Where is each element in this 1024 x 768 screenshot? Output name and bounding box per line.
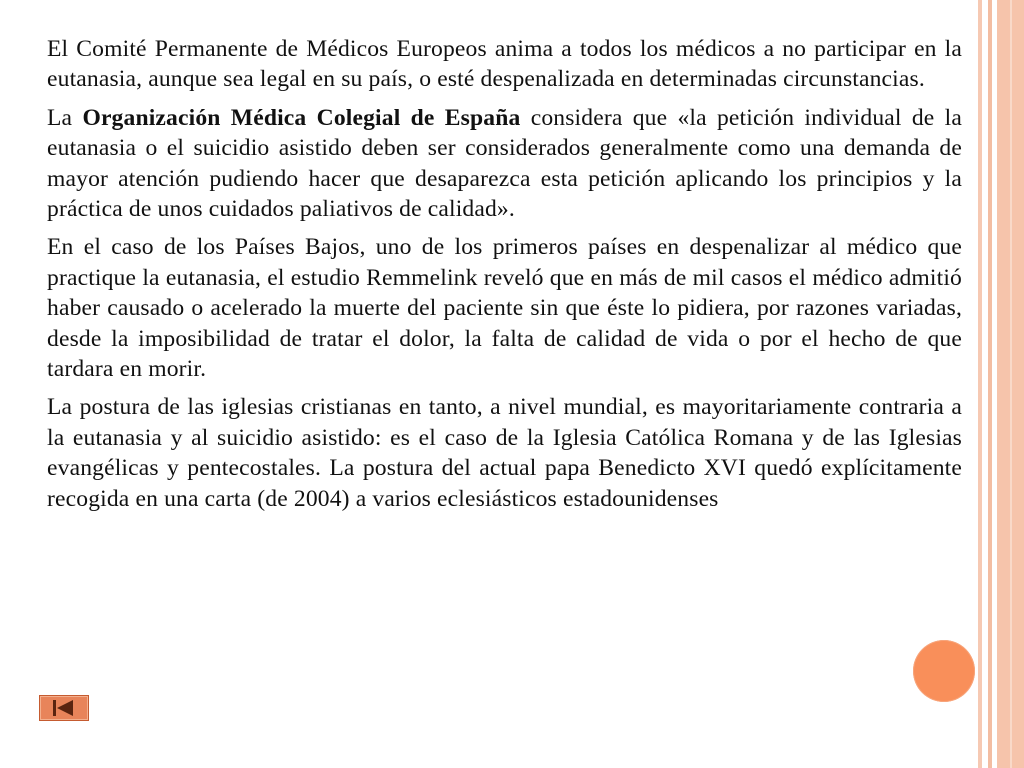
paragraph-2-bold: Organización Médica Colegial de España	[82, 104, 521, 131]
paragraph-2-prefix: La	[47, 104, 83, 131]
paragraph-4: La postura de las iglesias cristianas en tanto, a nivel mundial, es mayoritariamente contraria a la eutanasia y al suicidio asistido: es el caso de la Iglesia Católica Romana y de las Iglesias evangélicas y pentecostales. La postura del actual papa Benedicto XVI quedó explícitamente recogida en una carta (de 2004) a varios eclesiásticos estadounidenses	[47, 394, 962, 512]
paragraph-3: En el caso de los Países Bajos, uno de los primeros países en despenalizar al médico que practique la eutanasia, el estudio Remmelink reveló que en más de mil casos el médico admitió haber causado o acelerado la muerte del paciente sin que éste lo pidiera, por razones variadas, desde la imposibilidad de tratar el dolor, la falta de calidad de vida o por el hecho de que tardara en morir.	[47, 234, 962, 383]
slide-body-text	[47, 34, 962, 514]
skip-back-icon	[40, 696, 88, 720]
paragraph-1: El Comité Permanente de Médicos Europeos anima a todos los médicos a no participar en la eutanasia, aunque sea legal en su país, o esté despenalizada en determinadas circunstancias.	[47, 36, 962, 93]
decorative-stripe	[1010, 0, 1012, 768]
orange-circle-decoration	[913, 640, 975, 702]
paragraph-2-suffix: considera que «la petición individual de la eutanasia o el suicidio asistido deben ser considerados generalmente como una demanda de mayor atención pudiendo hacer que desaparezca esta petición aplicando los principios y la práctica de unos cuidados paliativos de calidad».	[47, 104, 962, 223]
previous-slide-button[interactable]	[39, 695, 89, 721]
paragraph-2	[47, 103, 962, 225]
